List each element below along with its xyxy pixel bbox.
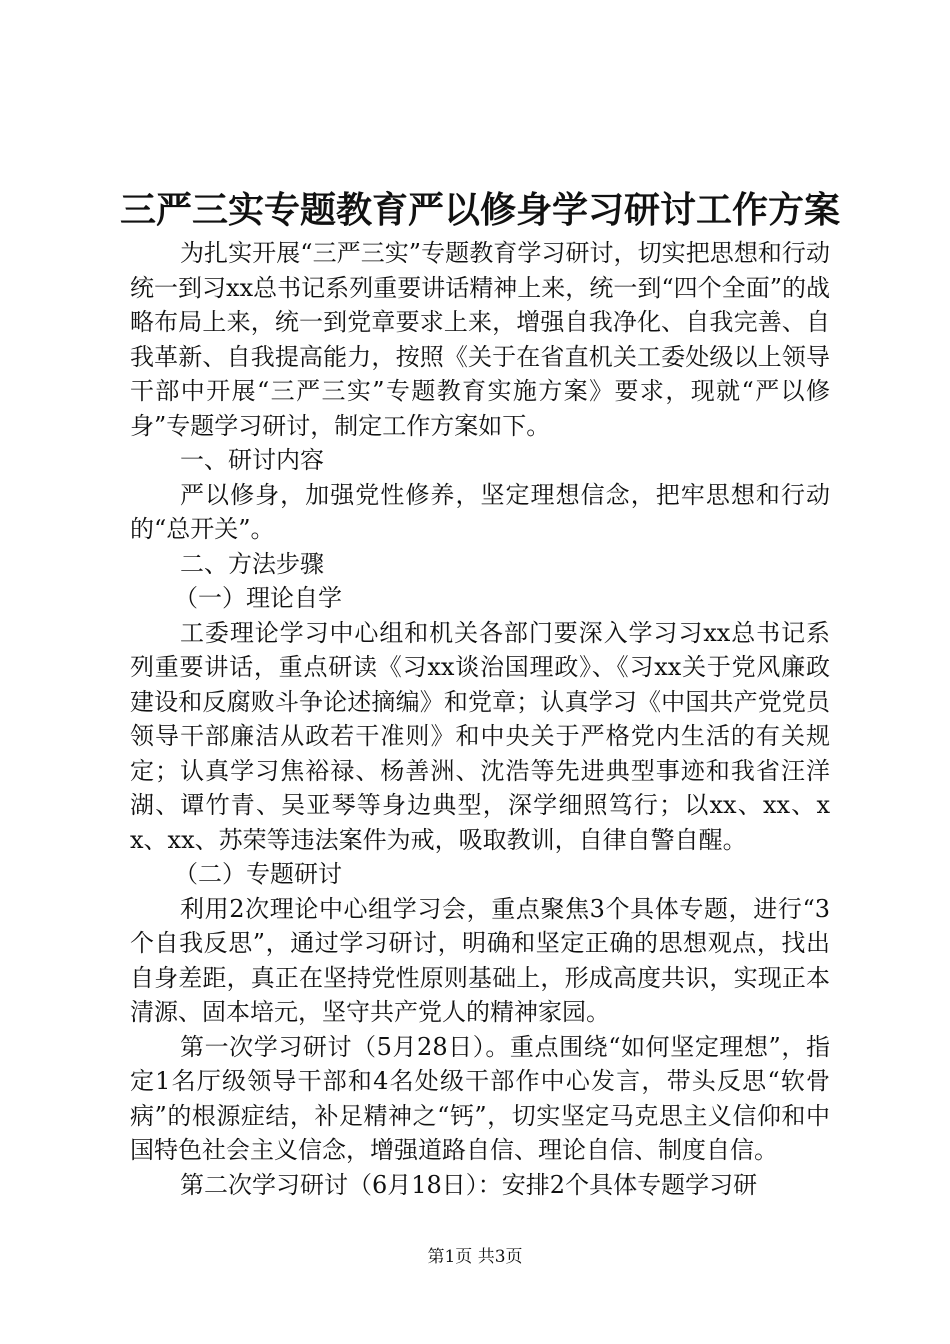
document-body xyxy=(130,236,830,1202)
document-title: 三严三实专题教育严以修身学习研讨工作方案 xyxy=(120,189,841,231)
heading-subsection-1: （一）理论自学 xyxy=(174,584,342,612)
page-footer: 第1页 共3页 xyxy=(427,1247,523,1267)
heading-section-2: 二、方法步骤 xyxy=(180,549,324,578)
paragraph-self-study: 工委理论学习中心组和机关各部门要深入学习习xx总书记系列重要讲话，重点研读《习xx谈治国理政》、《习xx关于党风廉政建设和反腐败斗争论述摘编》和党章；认真学习《中国共产党党员领导干部廉洁从政若干准则》和中央关于严格党内生活的有关规定；认真学习焦裕禄、杨善洲、沈浩等先进典型事迹和我省汪洋湖、谭竹青、吴亚琴等身边典型，深学细照笃行；以xx、xx、xx、xx、苏荣等违法案件为戒，吸取教训，自律自警自醒。 xyxy=(130,618,830,854)
paragraph-first-session: 第一次学习研讨（5月28日）。重点围绕“如何坚定理想”，指定1名厅级领导干部和4名处级干部作中心发言，带头反思“软骨病”的根源症结，补足精神之“钙”，切实坚定马克思主义信仰和中国特色社会主义信念，增强道路自信、理论自信、制度自信。 xyxy=(130,1032,830,1164)
paragraph-second-session: 第二次学习研讨（6月18日）：安排2个具体专题学习研 xyxy=(180,1170,758,1199)
heading-section-1: 一、研讨内容 xyxy=(180,446,324,474)
paragraph-intro: 为扎实开展“三严三实”专题教育学习研讨，切实把思想和行动统一到习xx总书记系列重要讲话精神上来，统一到“四个全面”的战略布局上来，统一到党章要求上来，增强自我净化、自我完善、自我革新、自我提高能力，按照《关于在省直机关工委处级以上领导干部中开展“三严三实”专题教育实施方案》要求，现就“严以修身”专题学习研讨，制定工作方案如下。 xyxy=(130,239,830,440)
paragraph-topic-discussion: 利用2次理论中心组学习会，重点聚焦3个具体专题，进行“3个自我反思”，通过学习研讨，明确和坚定正确的思想观点，找出自身差距，真正在坚持党性原则基础上，形成高度共识，实现正本清源、固本培元，坚守共产党人的精神家园。 xyxy=(130,894,830,1026)
heading-subsection-2: （二）专题研讨 xyxy=(174,860,342,888)
paragraph-content: 严以修身，加强党性修养，坚定理想信念，把牢思想和行动的“总开关”。 xyxy=(130,480,830,543)
